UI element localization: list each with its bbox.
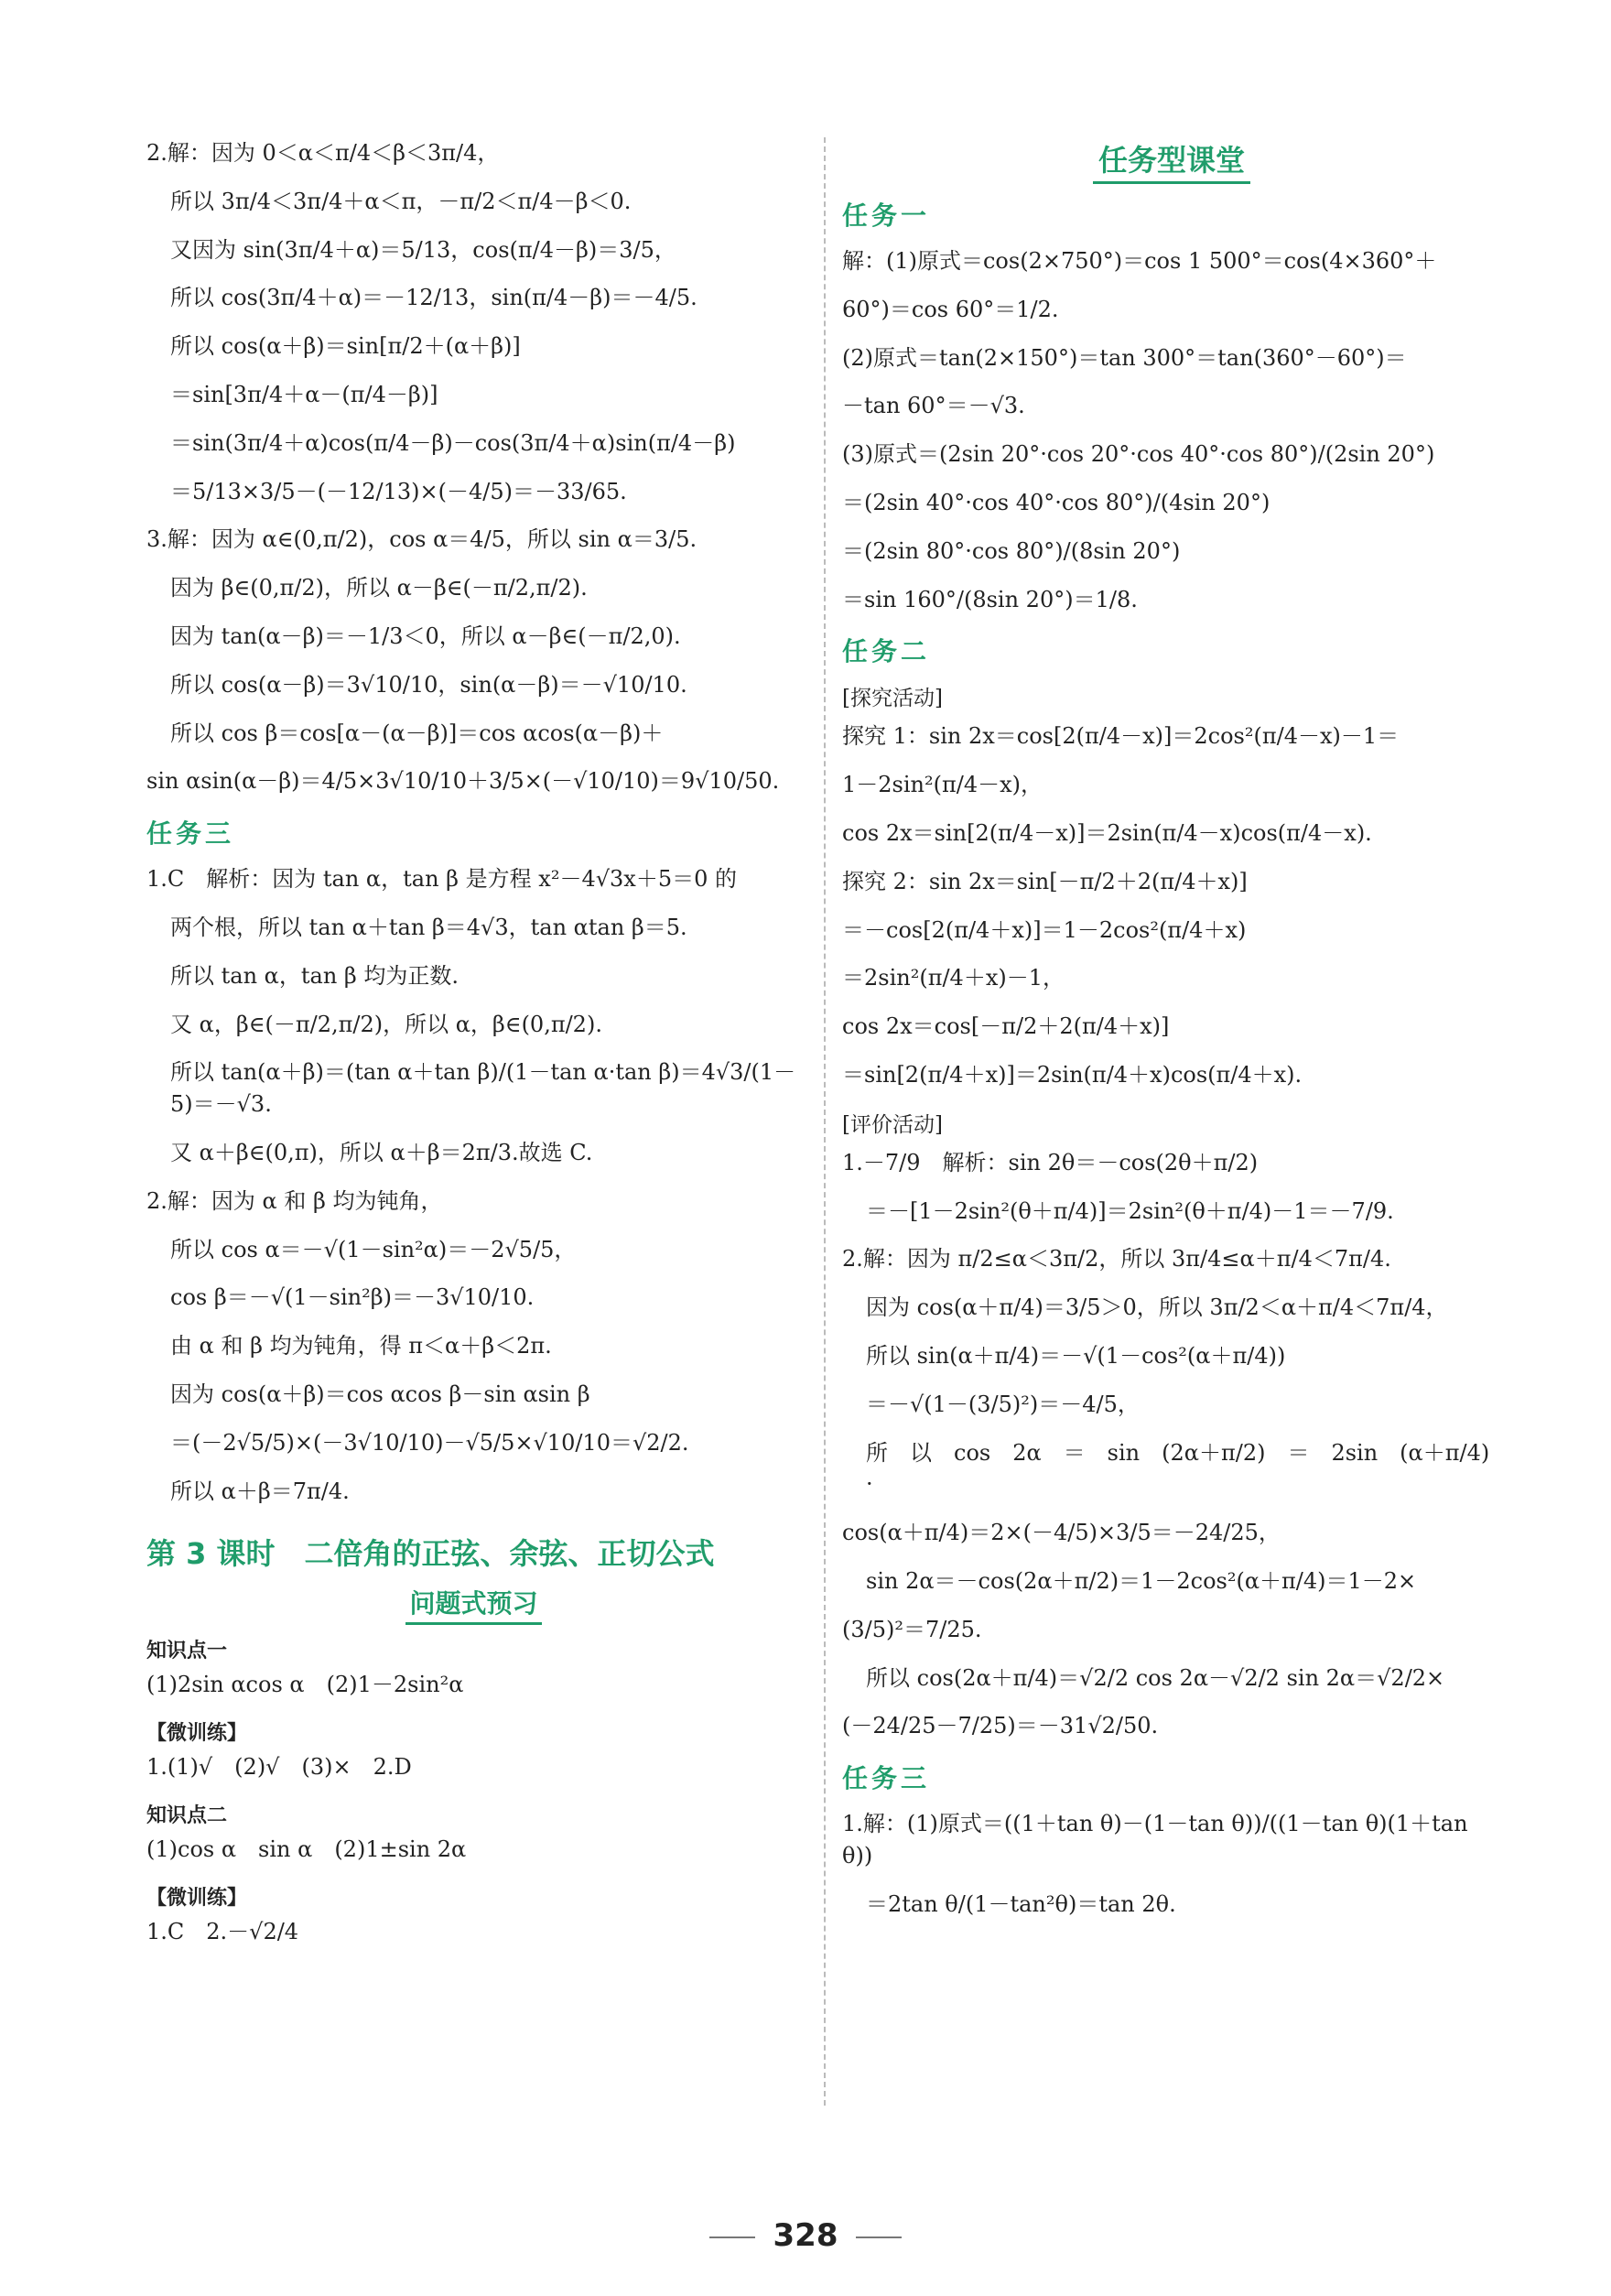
answer-line: 又因为 sin(3π/4＋α)＝5/13，cos(π/4－β)＝3/5， (170, 236, 676, 263)
explore-activity-label: [探究活动] (842, 687, 943, 711)
answer-line: 由 α 和 β 均为钝角，得 π＜α＋β＜2π. (170, 1333, 552, 1359)
task3-question-2 (146, 1186, 801, 1508)
answer-line: ＝2sin²(π/4＋x)－1， (842, 965, 1065, 991)
explore-activity (842, 720, 1501, 1090)
answer-line: ＝sin 160°/(8sin 20°)＝1/8. (842, 586, 1138, 612)
column-divider (824, 137, 826, 2106)
answer-line: sin 2α＝－cos(2α＋π/2)＝1－2cos²(α＋π/4)＝1－2× (866, 1567, 1417, 1594)
answer-line: (－24/25－7/25)＝－31√2/50. (842, 1713, 1159, 1739)
answer-line: ＝－[1－2sin²(θ＋π/4)]＝2sin²(θ＋π/4)－1＝－7/9. (866, 1197, 1394, 1224)
answer-line: cos β＝－√(1－sin²β)＝－3√10/10. (170, 1284, 535, 1311)
knowledge-point-2-label: 知识点二 (146, 1803, 228, 1827)
answer-line: 所以 3π/4＜3π/4＋α＜π，－π/2＜π/4－β＜0. (170, 188, 632, 214)
answer-line: ＝sin[3π/4＋α－(π/4－β)] (170, 381, 438, 407)
page-number-text: 328 (773, 2217, 838, 2254)
answer-line: ＝sin(3π/4＋α)cos(π/4－β)－cos(3π/4＋α)sin(π/4－β) (170, 429, 736, 456)
answer-line: 探究 2：sin 2x＝sin[－π/2＋2(π/4＋x)] (842, 868, 1248, 894)
answer-line: ＝(2sin 80°·cos 80°)/(8sin 20°) (842, 537, 1181, 564)
answer-3 (146, 524, 801, 797)
answer-line: 所以 cos(3π/4＋α)＝－12/13，sin(π/4－β)＝－4/5. (170, 285, 697, 311)
task-one-heading: 任务一 (842, 200, 931, 231)
task-two-heading: 任务二 (842, 636, 931, 667)
answer-line: sin αsin(α－β)＝4/5×3√10/10＋3/5×(－√10/10)＝9√10/50. (146, 768, 780, 795)
task-three-heading-right: 任务三 (842, 1763, 931, 1794)
knowledge-point-2-text: (1)cos α sin α (2)1±sin 2α (146, 1836, 467, 1862)
answer-line: ＝2tan θ/(1－tan²θ)＝tan 2θ. (866, 1890, 1176, 1917)
answer-line: 1.解：(1)原式＝((1＋tan θ)－(1－tan θ))/((1－tan θ)(1＋tan θ)) (842, 1811, 1476, 1868)
left-column (146, 137, 801, 1965)
answer-line: －tan 60°＝－√3. (842, 393, 1025, 419)
answer-line: 所以 cos α＝－√(1－sin²α)＝－2√5/5， (170, 1236, 577, 1262)
micro-training-2-label: 【微训练】 (146, 1886, 248, 1910)
answer-line: 所以 tan(α＋β)＝(tan α＋tan β)/(1－tan α·tan β)＝4√3/(1－5)＝－√3. (170, 1059, 796, 1118)
answer-line: (2)原式＝tan(2×150°)＝tan 300°＝tan(360°－60°)＝ (842, 344, 1407, 371)
answer-line: 因为 β∈(0,π/2)，所以 α－β∈(－π/2,π/2). (170, 575, 588, 601)
answer-line: ＝－cos[2(π/4＋x)]＝1－2cos²(π/4＋x) (842, 916, 1247, 943)
answer-line: 所以 tan α，tan β 均为正数. (170, 962, 460, 989)
preview-title (146, 1584, 801, 1620)
answer-line: 因为 cos(α＋β)＝cos αcos β－sin αsin β (170, 1381, 590, 1407)
answer-line: ＝(2sin 40°·cos 40°·cos 80°)/(4sin 20°) (842, 489, 1270, 515)
answer-line: ＝(－2√5/5)×(－3√10/10)－√5/5×√10/10＝√2/2. (170, 1429, 689, 1456)
answer-line: 所以 sin(α＋π/4)＝－√(1－cos²(α＋π/4)) (866, 1342, 1286, 1369)
answer-line: 所以 cos(α＋β)＝sin[π/2＋(α＋β)] (170, 333, 521, 360)
answer-line: 2.解：因为 α 和 β 均为钝角， (146, 1187, 443, 1214)
answer-line: 所以 α＋β＝7π/4. (170, 1478, 350, 1504)
page-number-dash-right (856, 2236, 902, 2238)
answer-line: 2.解：因为 π/2≤α＜3π/2，所以 3π/4≤α＋π/4＜7π/4. (842, 1246, 1391, 1273)
answer-line: (3)原式＝(2sin 20°·cos 20°·cos 40°·cos 80°)/(2sin 20°) (842, 441, 1435, 468)
micro-training-2-text: 1.C 2.－√2/4 (146, 1918, 299, 1944)
answer-line: 1.－7/9 解析：sin 2θ＝－cos(2θ＋π/2) (842, 1149, 1259, 1175)
knowledge-point-1-label: 知识点一 (146, 1640, 228, 1663)
answer-line: 解：(1)原式＝cos(2×750°)＝cos 1 500°＝cos(4×360°＋ (842, 248, 1437, 274)
answer-line: 又 α，β∈(－π/2,π/2)，所以 α，β∈(0,π/2). (170, 1011, 602, 1037)
lesson-title: 第 3 课时 二倍角的正弦、余弦、正切公式 (146, 1536, 715, 1572)
answer-line: 1.C 解析：因为 tan α，tan β 是方程 x²－4√3x＋5＝0 的 (146, 866, 737, 893)
task-three-heading: 任务三 (146, 818, 235, 850)
task1-solution (842, 245, 1501, 615)
answer-line: 因为 cos(α＋π/4)＝3/5＞0，所以 3π/2＜α＋π/4＜7π/4， (866, 1294, 1448, 1321)
answer-line: cos 2x＝sin[2(π/4－x)]＝2sin(π/4－x)cos(π/4－x). (842, 819, 1372, 846)
answer-line: 又 α＋β∈(0,π)，所以 α＋β＝2π/3.故选 C. (170, 1139, 593, 1165)
answer-line: ＝－√(1－(3/5)²)＝－4/5， (866, 1391, 1140, 1417)
answer-line: (3/5)²＝7/25. (842, 1616, 982, 1642)
micro-training-1-label: 【微训练】 (146, 1722, 248, 1746)
answer-line: 3.解：因为 α∈(0,π/2)，cos α＝4/5，所以 sin α＝3/5. (146, 526, 697, 553)
evaluation-activity (842, 1147, 1512, 1742)
right-column (842, 137, 1512, 1937)
section-title (842, 137, 1501, 179)
answer-line: cos(α＋π/4)＝2×(－4/5)×3/5＝－24/25， (842, 1520, 1281, 1546)
task3-question-1 (146, 863, 801, 1169)
answer-line: 所 以 cos 2α ＝ sin (2α＋π/2) ＝ 2sin (α＋π/4) · (866, 1439, 1512, 1498)
page-number (0, 2217, 1611, 2254)
answer-line: ＝5/13×3/5－(－12/13)×(－4/5)＝－33/65. (170, 478, 627, 504)
answer-line: 两个根，所以 tan α＋tan β＝4√3，tan αtan β＝5. (170, 914, 687, 940)
answer-line: ＝sin[2(π/4＋x)]＝2sin(π/4＋x)cos(π/4＋x). (842, 1061, 1303, 1088)
page-number-dash-left (709, 2236, 755, 2238)
preview-title-text: 问题式预习 (405, 1588, 541, 1625)
answer-2 (146, 137, 801, 507)
answer-line: 2.解：因为 0＜α＜π/4＜β＜3π/4， (146, 140, 500, 166)
answer-line: 所以 cos(2α＋π/4)＝√2/2 cos 2α－√2/2 sin 2α＝√2/2× (866, 1664, 1445, 1691)
answer-line: 探究 1：sin 2x＝cos[2(π/4－x)]＝2cos²(π/4－x)－1＝ (842, 723, 1400, 750)
answer-line: cos 2x＝cos[－π/2＋2(π/4＋x)] (842, 1013, 1170, 1040)
answer-line: 所以 cos(α－β)＝3√10/10，sin(α－β)＝－√10/10. (170, 671, 687, 698)
answer-line: 1－2sin²(π/4－x)， (842, 772, 1043, 798)
micro-training-1-text: 1.(1)√ (2)√ (3)× 2.D (146, 1754, 412, 1781)
evaluation-activity-label: [评价活动] (842, 1112, 943, 1137)
knowledge-point-1-text: (1)2sin αcos α (2)1－2sin²α (146, 1672, 464, 1698)
answer-line: 60°)＝cos 60°＝1/2. (842, 296, 1059, 322)
answer-line: 因为 tan(α－β)＝－1/3＜0，所以 α－β∈(－π/2,0). (170, 623, 681, 649)
answer-line: 所以 cos β＝cos[α－(α－β)]＝cos αcos(α－β)＋ (170, 720, 664, 746)
task3-solution-right (842, 1808, 1501, 1920)
section-title-text: 任务型课堂 (1093, 143, 1250, 184)
